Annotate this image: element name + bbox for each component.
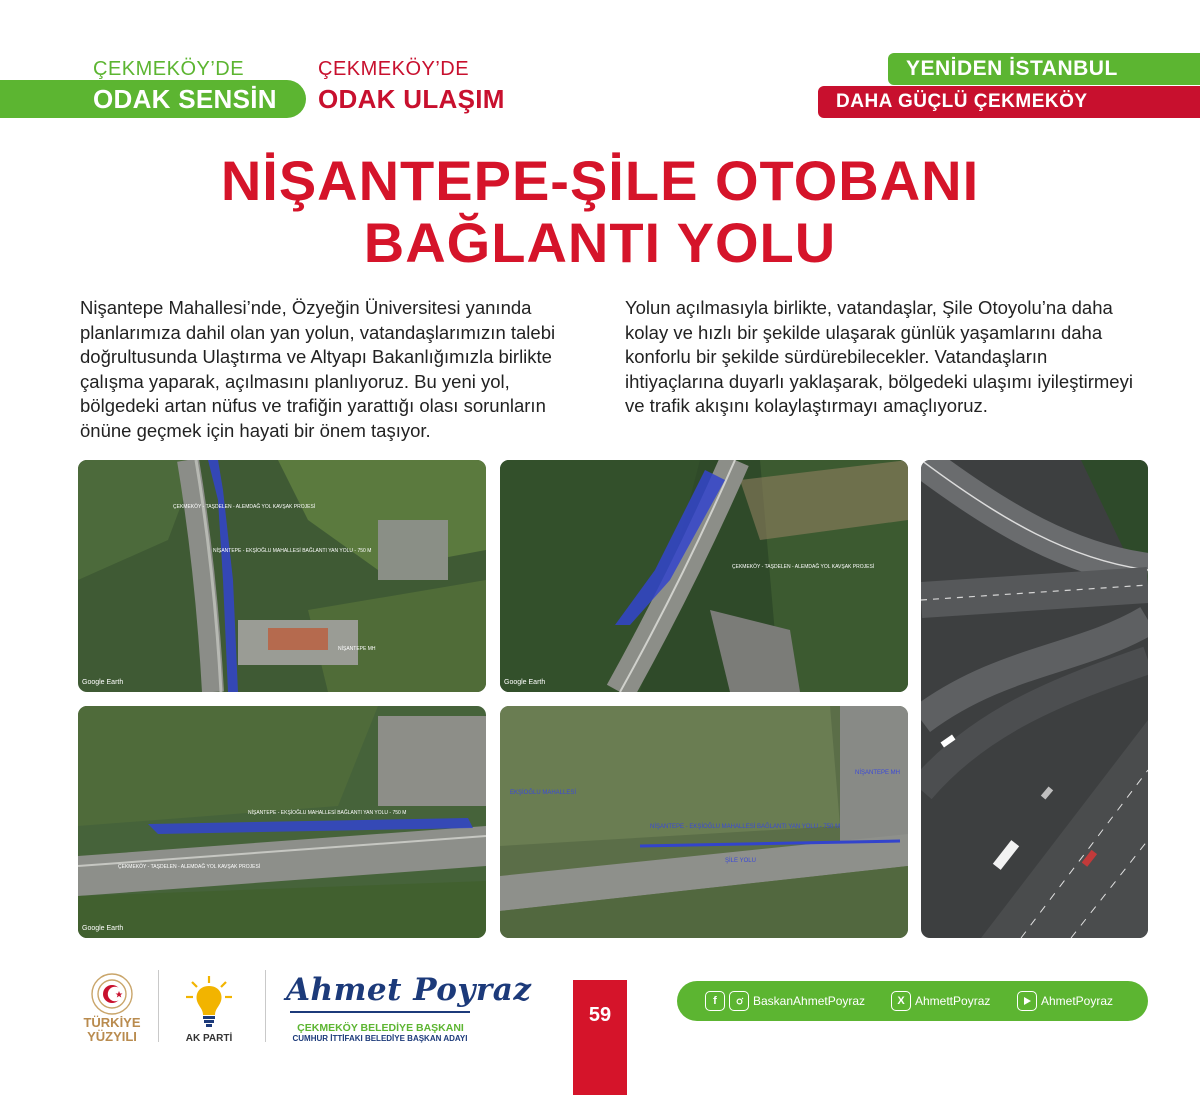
candidate-title: CUMHUR İTTİFAKI BELEDİYE BAŞKAN ADAYI [292, 1034, 468, 1043]
social-handle-x: AhmettPoyraz [915, 994, 991, 1008]
page-title [0, 150, 1200, 274]
aerial-photo-2 [500, 460, 908, 692]
social-handle-youtube: AhmetPoyraz [1041, 994, 1114, 1008]
p2-label-a: ÇEKMEKÖY - TAŞDELEN - ALEMDAĞ YOL KAVŞAK PROJESİ [732, 564, 875, 570]
facebook-icon: f [705, 991, 725, 1011]
page-number-tab [573, 980, 627, 1095]
mayor-title: ÇEKMEKÖY BELEDİYE BAŞKANI [297, 1022, 464, 1034]
crescent-star-icon [78, 968, 146, 1016]
social-facebook-instagram[interactable] [705, 981, 865, 1021]
aerial-map-1 [78, 460, 486, 692]
lightbulb-icon [180, 972, 238, 1030]
signature-underline [290, 1011, 470, 1013]
body-paragraph-right: Yolun açılmasıyla birlikte, vatandaşlar, Şile Otoyolu’na daha kolay ve hızlı bir şekilde ulaşarak günlük yaşamlarını daha konforlu bir şekilde sürdürebilecekler. Vatandaşların ihtiyaçlarına duyarlı yaklaşarak, bölgedeki ulaşımı iyileştirmeyi ve trafik akışını kolaylaştırmayı amaçlıyoruz. [625, 297, 1133, 416]
google-earth-watermark: Google Earth [82, 679, 124, 686]
header-subtitle-red: ÇEKMEKÖY’DE [318, 58, 470, 80]
turkiye-yuzyili-logo-text: TÜRKİYE YÜZYILI [83, 1015, 141, 1044]
p4-label-b: EKŞİOĞLU MAHALLESİ [510, 790, 577, 796]
signature: Ahmet Poyraz [286, 972, 532, 1008]
header-title-odak-sensin: ODAK SENSİN [93, 84, 277, 114]
social-x[interactable] [891, 981, 990, 1021]
aerial-map-2 [500, 460, 908, 692]
google-earth-watermark-2: Google Earth [504, 679, 546, 686]
social-handle-facebook-instagram: BaskanAhmetPoyraz [753, 994, 866, 1008]
header-subtitle-green: ÇEKMEKÖY’DE [93, 58, 245, 80]
p1-label-c: NİŞANTEPE MH [338, 646, 376, 652]
p3-label-a: NİŞANTEPE - EKŞİOĞLU MAHALLESİ BAĞLANTI YAN YOLU - 750 M [248, 810, 407, 816]
social-media-bar [677, 981, 1148, 1021]
page-title-line-1: NİŞANTEPE-ŞİLE OTOBANI [220, 149, 980, 212]
interchange-drawing [921, 460, 1148, 938]
body-paragraph-left: Nişantepe Mahallesi’nde, Özyeğin Üniversitesi yanında planlarımıza dahil olan yan yolun, vatandaşlarımızın talebi doğrultusunda Ulaştırma ve Altyapı Bakanlığımızla birlikte çalışma yaparak, açılmasını planlıyoruz. Bu yeni yol, bölgedeki artan nüfus ve trafiğin yarattığı olası sorunların önüne geçmek için hayati bir önem taşıyor. [80, 297, 556, 441]
google-earth-watermark-3: Google Earth [82, 925, 124, 932]
p4-label-d: ŞİLE YOLU [725, 858, 756, 864]
aerial-photo-3 [78, 706, 486, 938]
ak-parti-label: AK PARTİ [185, 1033, 233, 1044]
aerial-map-3 [78, 706, 486, 938]
highway-interchange-photo [921, 460, 1148, 938]
footer-divider-1 [158, 970, 159, 1042]
aerial-photo-4 [500, 706, 908, 938]
p1-label-a: ÇEKMEKÖY - TAŞDELEN - ALEMDAĞ YOL KAVŞAK PROJESİ [173, 504, 316, 510]
header-title-odak-ulasim: ODAK ULAŞIM [318, 84, 505, 114]
social-youtube[interactable] [1017, 981, 1113, 1021]
tag-yeniden-istanbul: YENİDEN İSTANBUL [888, 53, 1200, 85]
p4-label-c: NİŞANTEPE - EKŞİOĞLU MAHALLESİ BAĞLANTI YAN YOLU - 750 M [650, 824, 841, 830]
tag-daha-guclu-cekmekoy: DAHA GÜÇLÜ ÇEKMEKÖY [818, 86, 1200, 118]
p4-label-a: NİŞANTEPE MH [855, 770, 901, 776]
p1-label-b: NİŞANTEPE - EKŞİOĞLU MAHALLESİ BAĞLANTI YAN YOLU - 750 M [213, 548, 372, 554]
p3-label-b: ÇEKMEKÖY - TAŞDELEN - ALEMDAĞ YOL KAVŞAK PROJESİ [118, 864, 261, 870]
page-title-line-2: BAĞLANTI YOLU [363, 211, 837, 274]
footer-divider-2 [265, 970, 266, 1042]
aerial-map-4 [500, 706, 908, 938]
x-icon: X [891, 991, 911, 1011]
youtube-icon [1017, 991, 1037, 1011]
aerial-photo-1 [78, 460, 486, 692]
instagram-icon [729, 991, 749, 1011]
page-number: 59 [588, 1004, 612, 1026]
